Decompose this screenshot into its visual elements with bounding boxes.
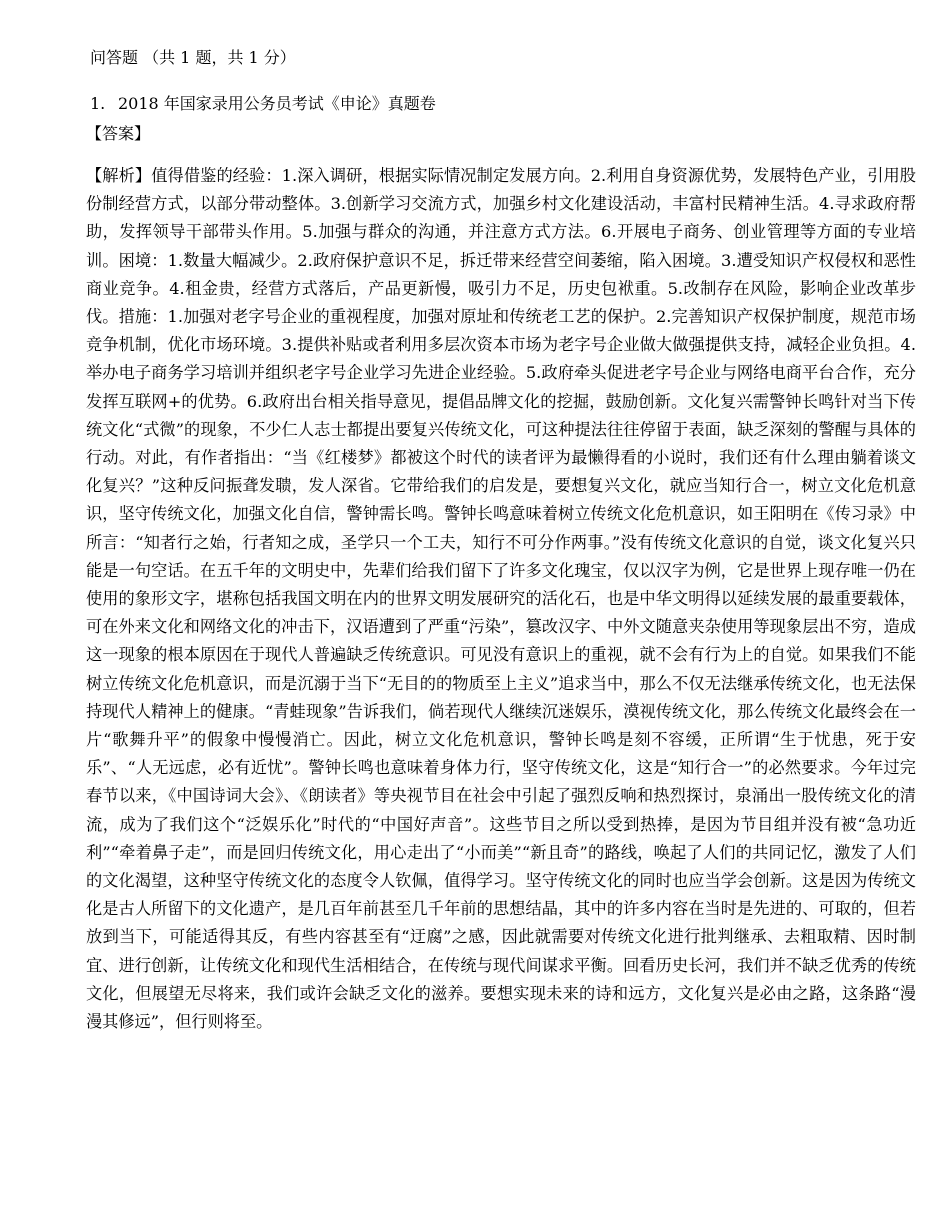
question-title: 2018 年国家录用公务员考试《申论》真题卷 — [118, 94, 436, 113]
answer-label: 【答案】 — [86, 124, 151, 143]
question-line — [90, 90, 916, 118]
section-header: 问答题 （共 1 题，共 1 分） — [90, 48, 296, 67]
question-number: 1. — [90, 94, 106, 113]
analysis-text: 【解析】值得借鉴的经验：1.深入调研，根据实际情况制定发展方向。2.利用自身资源优势，发展特色产业，引用股份制经营方式，以部分带动整体。3.创新学习交流方式，加强乡村文化建设活动，丰富村民精神生活。4.寻求政府帮助，发挥领导干部带头作用。5.加强与群众的沟通，并注意方式方法。6.开展电子商务、创业管理等方面的专业培训。困境：1.数量大幅减少。2.政府保护意识不足，拆迁带来经营空间萎缩，陷入困境。3.遭受知识产权侵权和恶性商业竞争。4.租金贵，经营方式落后，产品更新慢，吸引力不足，历史包袱重。5.改制存在风险，影响企业改革步伐。措施：1.加强对老字号企业的重视程度，加强对原址和传统老工艺的保护。2.完善知识产权保护制度，规范市场竞争机制，优化市场环境。3.提供补贴或者利用多层次资本市场为老字号企业做大做强提供支持，减轻企业负担。4.举办电子商务学习培训并组织老字号企业学习先进企业经验。5.政府牵头促进老字号企业与网络电商平台合作，充分发挥互联网+的优势。6.政府出台相关指导意见，提倡品牌文化的挖掘，鼓励创新。文化复兴需警钟长鸣针对当下传统文化“式微”的现象，不少仁人志士都提出要复兴传统文化，可这种提法往往停留于表面，缺乏深刻的警醒与具体的行动。对此，有作者指出：“当《红楼梦》都被这个时代的读者评为最懒得看的小说时，我们还有什么理由躺着谈文化复兴？”这种反问振聋发聩，发人深省。它带给我们的启发是，要想复兴文化，就应当知行合一，树立文化危机意识，坚守传统文化，加强文化自信，警钟需长鸣。警钟长鸣意味着树立传统文化危机意识，如王阳明在《传习录》中所言：“知者行之始，行者知之成，圣学只一个工夫，知行不可分作两事。”没有传统文化意识的自觉，谈文化复兴只能是一句空话。在五千年的文明史中，先辈们给我们留下了许多文化瑰宝，仅以汉字为例，它是世界上现存唯一仍在使用的象形文字，堪称包括我国文明在内的世界文明发展研究的活化石，也是中华文明得以延续发展的最重要载体，可在外来文化和网络文化的冲击下，汉语遭到了严重“污染”，篡改汉字、中外文随意夹杂使用等现象层出不穷，造成这一现象的根本原因在于现代人普遍缺乏传统意识。可见没有意识上的重视，就不会有行为上的自觉。如果我们不能树立传统文化危机意识，而是沉溺于当下“无目的的物质至上主义”追求当中，那么不仅无法继承传统文化，也无法保持现代人精神上的健康。“青蛙现象”告诉我们，倘若现代人继续沉迷娱乐，漠视传统文化，那么传统文化最终会在一片“歌舞升平”的假象中慢慢消亡。因此，树立文化危机意识，警钟长鸣是刻不容缓，正所谓“生于忧患，死于安乐”、“人无远虑，必有近忧”。警钟长鸣也意味着身体力行，坚守传统文化，这是“知行合一”的必然要求。今年过完春节以来，《中国诗词大会》、《朗读者》等央视节目在社会中引起了强烈反响和热烈探讨，泉涌出一股传统文化的清流，成为了我们这个“泛娱乐化”时代的“中国好声音”。这些节目之所以受到热捧，是因为节目组并没有被“急功近利”“牵着鼻子走”，而是回归传统文化，用心走出了“小而美”“新且奇”的路线，唤起了人们的共同记忆，激发了人们的文化渴望，这种坚守传统文化的态度令人钦佩，值得学习。坚守传统文化的同时也应当学会创新。这是因为传统文化是古人所留下的文化遗产，是几百年前甚至几千年前的思想结晶，其中的许多内容在当时是先进的、可取的，但若放到当下，可能适得其反，有些内容甚至有“迂腐”之感，因此就需要对传统文化进行批判继承、去粗取精、因时制宜、进行创新，让传统文化和现代生活相结合，在传统与现代间谋求平衡。回看历史长河，我们并不缺乏优秀的传统文化，但展望无尽将来，我们或许会缺乏文化的滋养。要想实现未来的诗和远方，文化复兴是必由之路，这条路“漫漫其修远”，但行则将至。 — [86, 166, 916, 1032]
